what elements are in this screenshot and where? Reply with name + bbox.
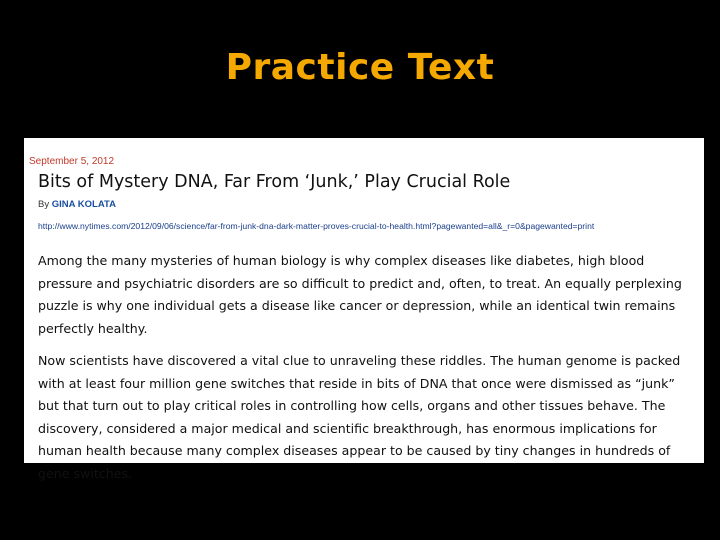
article-paragraph-2: Now scientists have discovered a vital clue to unraveling these riddles. The human genome is packed with at least four million gene switches that reside in bits of DNA that once were dismissed as “junk” but that turn out to play critical roles in controlling how cells, organs and other tissues behave. The discovery, considered a major medical and scientific breakthrough, has enormous implications for human health because many complex diseases appear to be caused by tiny changes in hundreds of gene switches. [38,353,681,481]
article-paragraph-1: Among the many mysteries of human biology is why complex diseases like diabetes, high blood pressure and psychiatric disorders are so difficult to predict and, often, to treat. An equally perplexing puzzle is why one individual gets a disease like cancer or depression, while an identical twin remains perfectly healthy. [38,253,682,336]
article-date: September 5, 2012 [29,156,115,167]
article-url[interactable]: http://www.nytimes.com/2012/09/06/science/far-from-junk-dna-dark-matter-proves-crucial-to-health.html?pagewanted=all&_r=0&pagewanted=print [38,221,595,231]
article-headline: Bits of Mystery DNA, Far From ‘Junk,’ Play Crucial Role [38,172,511,192]
slide-title: Practice Text [225,47,495,88]
article-byline [38,199,694,211]
author-link[interactable]: GINA KOLATA [51,199,116,210]
article-screenshot [24,138,704,481]
byline-prefix: By [38,199,52,210]
